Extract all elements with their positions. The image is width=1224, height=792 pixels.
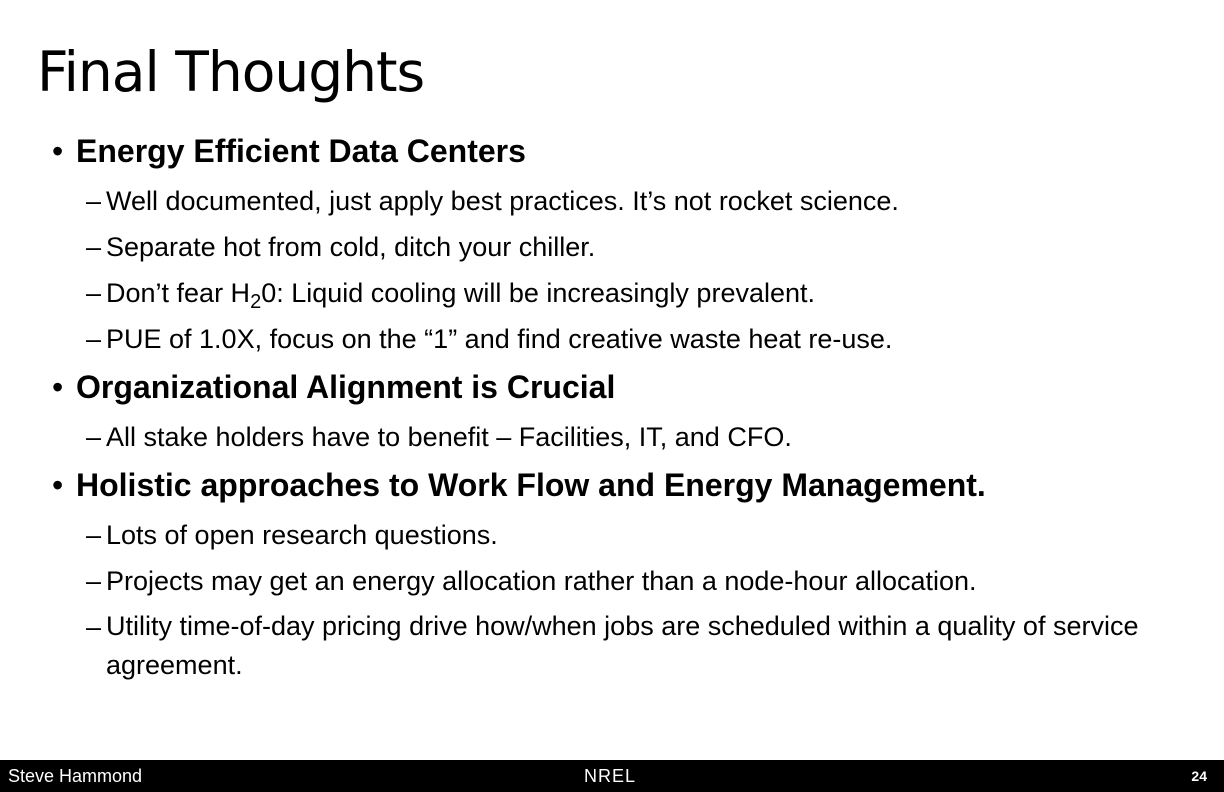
list-item [86, 561, 1196, 601]
bullet-icon: • [52, 133, 64, 169]
list-item [86, 181, 1196, 221]
section-heading [52, 367, 1202, 407]
dash-icon: – [86, 278, 102, 308]
list-item-text: Well documented, just apply best practices. It’s not rocket science. [106, 186, 899, 216]
section-heading [52, 131, 1202, 171]
list-item [86, 273, 1196, 313]
section-heading [52, 465, 1202, 505]
list-item-text-start: Don’t fear H [106, 278, 251, 308]
bullet-icon: • [52, 369, 64, 405]
page-number: 24 [1191, 768, 1207, 784]
list-item [86, 417, 1196, 457]
list-item-text: Projects may get an energy allocation rather than a node-hour allocation. [106, 566, 977, 596]
dash-icon: – [86, 566, 102, 596]
footer-organization: NREL [584, 766, 637, 786]
list-item-text: All stake holders have to benefit – Facilities, IT, and CFO. [106, 422, 792, 452]
list-item-text [106, 273, 1196, 313]
subscript-text: 2 [250, 291, 262, 313]
dash-icon: – [86, 612, 102, 642]
list-item-text: PUE of 1.0X, focus on the “1” and find creative waste heat re-use. [106, 324, 893, 354]
list-item-text: Separate hot from cold, ditch your chiller. [106, 232, 596, 262]
dash-icon: – [86, 186, 102, 216]
list-item-text: Utility time-of-day pricing drive how/when jobs are scheduled within a quality of service agreement. [106, 611, 1139, 680]
list-item [86, 227, 1196, 267]
list-item-text: Lots of open research questions. [106, 520, 498, 550]
dash-icon: – [86, 232, 102, 262]
footer-author: Steve Hammond [8, 766, 143, 786]
dash-icon: – [86, 520, 102, 550]
list-item-text-end: 0: Liquid cooling will be increasingly prevalent. [261, 278, 816, 308]
section-heading-text: Energy Efficient Data Centers [76, 133, 526, 169]
section-heading-text: Organizational Alignment is Crucial [76, 369, 616, 405]
list-item [86, 607, 1196, 685]
section-heading-text: Holistic approaches to Work Flow and Energy Management. [76, 467, 986, 503]
dash-icon: – [86, 324, 102, 354]
slide-title: Final Thoughts [37, 40, 425, 104]
bullet-icon: • [52, 467, 64, 503]
list-item [86, 515, 1196, 555]
list-item [86, 319, 1196, 359]
dash-icon: – [86, 422, 102, 452]
slide-footer [0, 760, 1224, 792]
